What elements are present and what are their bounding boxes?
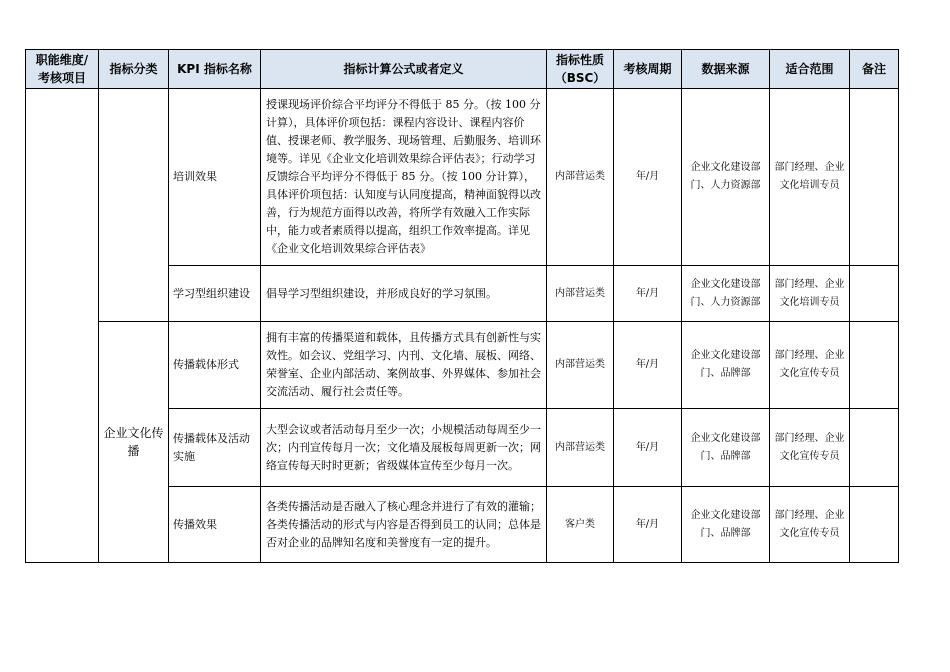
cycle-cell: 年/月 — [614, 487, 682, 563]
header-definition: 指标计算公式或者定义 — [261, 50, 547, 89]
category-cell: 企业文化传播 — [99, 322, 169, 563]
kpi-name-cell: 传播效果 — [169, 487, 261, 563]
nature-cell: 客户类 — [547, 487, 614, 563]
scope-cell: 部门经理、企业文化宣传专员 — [770, 409, 850, 487]
source-cell: 企业文化建设部门、人力资源部 — [682, 89, 770, 266]
header-nature: 指标性质（BSC） — [547, 50, 614, 89]
definition-cell: 拥有丰富的传播渠道和载体，且传播方式具有创新性与实效性。如会议、党组学习、内刊、文化墙、展板、网络、荣誉室、企业内部活动、案例故事、外界媒体、参加社会交流活动、履行社会责任等。 — [261, 322, 547, 409]
scope-cell: 部门经理、企业文化培训专员 — [770, 89, 850, 266]
nature-cell: 内部营运类 — [547, 409, 614, 487]
table-row — [26, 89, 899, 266]
header-cycle: 考核周期 — [614, 50, 682, 89]
kpi-table — [25, 49, 899, 563]
category-cell — [99, 89, 169, 322]
scope-cell: 部门经理、企业文化宣传专员 — [770, 487, 850, 563]
header-row — [26, 50, 899, 89]
table-row — [26, 322, 899, 409]
kpi-name-cell: 学习型组织建设 — [169, 266, 261, 322]
dimension-cell — [26, 89, 99, 563]
cycle-cell: 年/月 — [614, 322, 682, 409]
header-category: 指标分类 — [99, 50, 169, 89]
source-cell: 企业文化建设部门、品牌部 — [682, 487, 770, 563]
header-dimension: 职能维度/考核项目 — [26, 50, 99, 89]
definition-cell: 倡导学习型组织建设，并形成良好的学习氛围。 — [261, 266, 547, 322]
source-cell: 企业文化建设部门、品牌部 — [682, 322, 770, 409]
note-cell — [850, 322, 899, 409]
header-scope: 适合范围 — [770, 50, 850, 89]
nature-cell: 内部营运类 — [547, 322, 614, 409]
cycle-cell: 年/月 — [614, 266, 682, 322]
header-kpi-name: KPI 指标名称 — [169, 50, 261, 89]
definition-cell: 授课现场评价综合平均评分不得低于 85 分。（按 100 分计算），具体评价项包括：课程内容设计、课程内容价值、授课老师、教学服务、现场管理、后勤服务、培训环境等。详见《企业文化培训效果综合评估表》；行动学习反馈综合平均评分不得低于 85 分。（按 100 分计算），具体评价项包括：认知度与认同度提高，精神面貌得以改善，行为规范方面得以改善，将所学有效融入工作实际中，能力或者素质得以提高，组织工作效率提高。详见《企业文化培训效果综合评估表》 — [261, 89, 547, 266]
nature-cell: 内部营运类 — [547, 89, 614, 266]
nature-cell: 内部营运类 — [547, 266, 614, 322]
header-source: 数据来源 — [682, 50, 770, 89]
note-cell — [850, 89, 899, 266]
kpi-name-cell: 传播载体及活动实施 — [169, 409, 261, 487]
note-cell — [850, 266, 899, 322]
source-cell: 企业文化建设部门、品牌部 — [682, 409, 770, 487]
definition-cell: 各类传播活动是否融入了核心理念并进行了有效的灌输；各类传播活动的形式与内容是否得到员工的认同；总体是否对企业的品牌知名度和美誉度有一定的提升。 — [261, 487, 547, 563]
scope-cell: 部门经理、企业文化培训专员 — [770, 266, 850, 322]
header-note: 备注 — [850, 50, 899, 89]
note-cell — [850, 487, 899, 563]
source-cell: 企业文化建设部门、人力资源部 — [682, 266, 770, 322]
cycle-cell: 年/月 — [614, 409, 682, 487]
definition-cell: 大型会议或者活动每月至少一次；小规模活动每周至少一次；内刊宣传每月一次；文化墙及展板每周更新一次；网络宣传每天时时更新；省级媒体宣传至少每月一次。 — [261, 409, 547, 487]
cycle-cell: 年/月 — [614, 89, 682, 266]
note-cell — [850, 409, 899, 487]
kpi-name-cell: 传播载体形式 — [169, 322, 261, 409]
kpi-name-cell: 培训效果 — [169, 89, 261, 266]
scope-cell: 部门经理、企业文化宣传专员 — [770, 322, 850, 409]
